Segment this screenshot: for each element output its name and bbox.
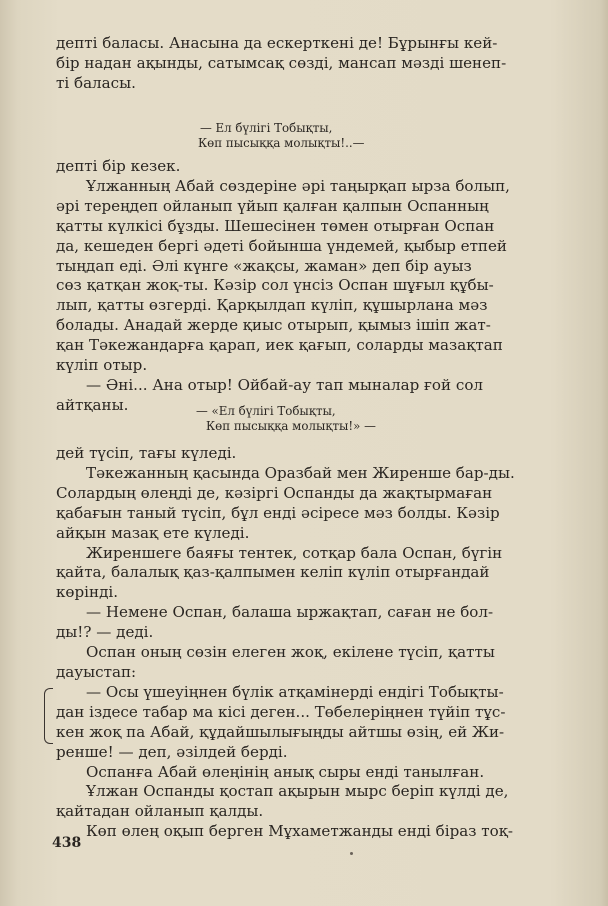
text-line: лып, қатты өзгерді. Қарқылдап күліп, құшырлана мәз <box>56 296 488 315</box>
text-block-middle <box>56 157 564 416</box>
text-line: сөз қатқан жоқ-ты. Кәзір сол үнсіз Оспан шұғыл құбы- <box>56 276 494 295</box>
text-line: айтқаны. <box>56 395 129 414</box>
verse-line: Көп пысыққа молықты!» — <box>206 418 376 433</box>
text-block-top <box>56 34 564 94</box>
text-line: айқын мазақ ете күледі. <box>56 523 250 542</box>
verse-line: — «Ел бүлігі Тобықты, <box>196 404 336 418</box>
text-line: депті баласы. Анасына да ескерткені де! Бұрынғы кей- <box>56 34 498 52</box>
text-line: Солардың өлеңді де, кәзіргі Оспанды да жақтырмаған <box>56 483 493 502</box>
text-line: Оспан оның сөзін елеген жоқ, екілене түсіп, қатты <box>86 643 495 662</box>
text-line: дей түсіп, тағы күледі. <box>56 444 237 462</box>
text-line: көрінді. <box>56 583 118 602</box>
text-line: ренше! — деп, әзілдей берді. <box>56 742 288 761</box>
text-line: Көп өлең оқып берген Мұхаметжанды енді біраз тоқ- <box>86 822 513 841</box>
text-line: ды!? — деді. <box>56 623 154 642</box>
text-line: күліп отыр. <box>56 356 148 375</box>
text-line: — Әні... Ана отыр! Ойбай-ау тап мыналар ғой сол <box>86 375 484 394</box>
text-line: қан Тәкежандарға қарап, иек қағып, соларды мазақтап <box>56 336 503 355</box>
verse-line: — Ел бүлігі Тобықты, <box>200 121 333 135</box>
page-number: 438 <box>52 835 82 851</box>
text-line: қайтадан ойланып қалды. <box>56 802 264 821</box>
paper-speck <box>350 852 353 855</box>
text-line: қабағын таный түсіп, бұл енді әсіресе мәз болды. Кәзір <box>56 503 500 522</box>
verse-quote-2 <box>196 404 376 433</box>
verse-line: Көп пысыққа молықты!..— <box>198 135 365 150</box>
text-line: әрі тереңдеп ойланып үйып қалған қалпын Оспанның <box>56 196 489 215</box>
text-line: бір надан ақынды, сатымсақ сөзді, мансап мәзді шенеп- <box>56 53 507 72</box>
text-block-bottom <box>56 444 564 842</box>
margin-pencil-bracket <box>44 688 53 744</box>
text-line: болады. Анадай жерде қиыс отырып, қымыз ішіп жат- <box>56 316 491 335</box>
verse-quote-1 <box>198 121 364 150</box>
text-line: ті баласы. <box>56 73 136 92</box>
text-line: да, кешеден бергі әдеті бойынша үндемей, қыбыр етпей <box>56 236 507 255</box>
text-line: Жиреншеге баяғы тентек, сотқар бала Оспан, бүгін <box>86 543 503 562</box>
text-line: қайта, балалық қаз-қалпымен келіп күліп отырғандай <box>56 563 490 582</box>
text-line: кен жоқ па Абай, құдайшылығыңды айтшы өзің, ей Жи- <box>56 722 505 741</box>
text-line: — Осы үшеуіңнен бүлік атқамінерді ендігі Тобықты- <box>86 682 504 701</box>
text-line: депті бір кезек. <box>56 157 181 175</box>
text-line: Тәкежанның қасында Оразбай мен Жиренше бар-ды. <box>86 463 515 482</box>
text-line: тыңдап еді. Әлі күнге «жақсы, жаман» деп бір ауыз <box>56 256 472 275</box>
text-line: дауыстап: <box>56 662 137 681</box>
text-line: Ұлжанның Абай сөздеріне әрі таңырқап ырза болып, <box>86 176 510 195</box>
text-line: дан іздесе табар ма кісі деген... Төбелеріңнен түйіп тұс- <box>56 702 506 721</box>
text-line: — Немене Оспан, балаша ыржақтап, саған не бол- <box>86 603 494 622</box>
text-line: қатты күлкісі бұзды. Шешесінен төмен отырған Оспан <box>56 216 495 235</box>
text-line: Оспанға Абай өлеңінің анық сыры енді танылған. <box>86 762 485 781</box>
text-line: Ұлжан Оспанды қостап ақырын мырс беріп күлді де, <box>86 782 509 801</box>
